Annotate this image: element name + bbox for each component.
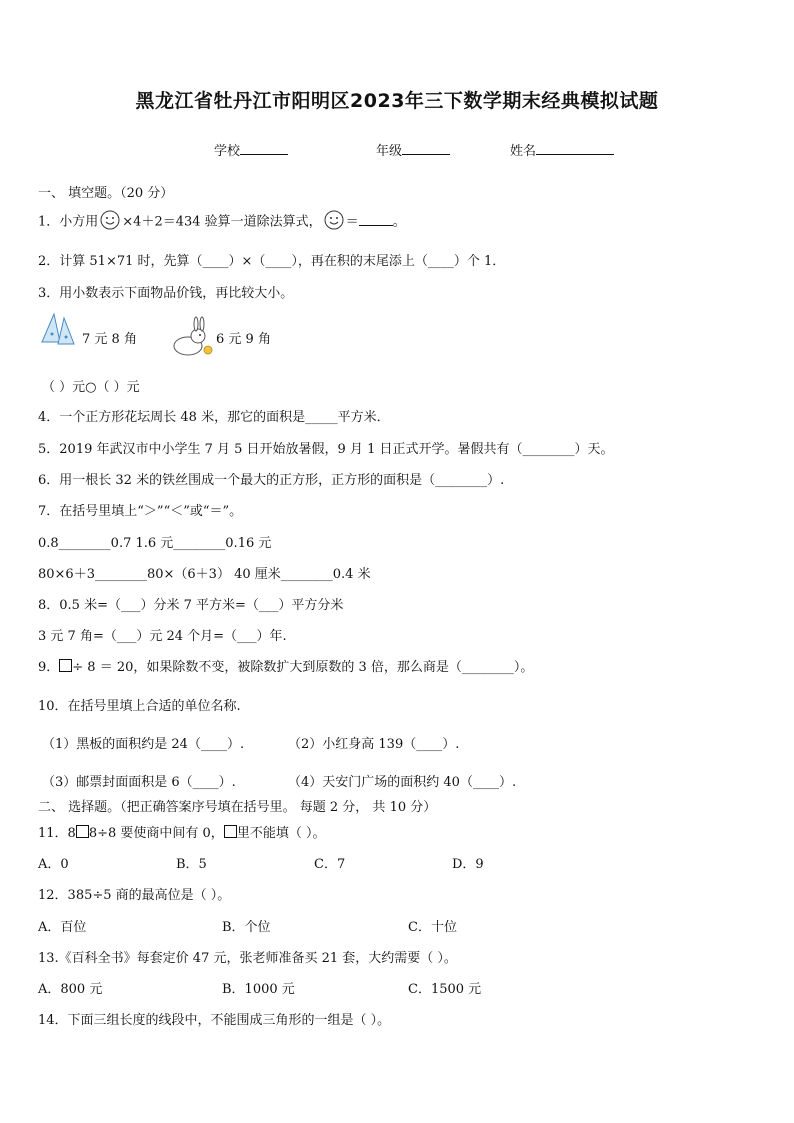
page-title: 黑龙江省牡丹江市阳明区2023年三下数学期末经典模拟试题	[135, 90, 659, 112]
q12-option-b[interactable]: B．个位	[222, 920, 271, 935]
smiley-face-icon	[100, 210, 120, 234]
school-blank[interactable]	[240, 142, 288, 155]
name-blank[interactable]	[536, 142, 614, 155]
question-7: 7．在括号里填上“＞”“＜”或“＝”。	[38, 504, 243, 519]
q13-option-c[interactable]: C．1500 元	[408, 982, 482, 997]
rabbit-icon	[170, 316, 214, 362]
q11-number: 11．8	[38, 826, 76, 841]
q1-text-a: 1．小方用	[38, 214, 99, 230]
question-9	[38, 656, 533, 675]
empty-box-icon	[59, 659, 72, 672]
question-10-4: （4）天安门广场的面积约 40（____）.	[288, 775, 517, 790]
question-4: 4．一个正方形花坛周长 48 米，那它的面积是_____平方米．	[38, 410, 390, 425]
q11-option-c[interactable]: C．7	[314, 857, 346, 872]
empty-box-icon	[76, 825, 89, 838]
triangle-price: 7 元 8 角	[82, 332, 137, 347]
question-2: 2．计算 51×71 时，先算（____）×（____），再在积的末尾添上（____）个 1．	[38, 254, 506, 269]
q1-text-d: 。	[392, 214, 406, 230]
q11-option-a[interactable]: A．0	[38, 857, 69, 872]
name-field	[510, 140, 614, 159]
q11-text-b: 里不能填（ ）。	[236, 826, 326, 841]
q9-number: 9．	[38, 660, 60, 675]
school-label: 学校	[214, 144, 241, 159]
question-1	[38, 210, 406, 234]
question-5: 5．2019 年武汉市中小学生 7 月 5 日开始放暑假，9 月 1 日正式开学。暑假共有（________）天。	[38, 442, 614, 457]
q3-compare-answer: （ ）元○（ ）元	[42, 380, 140, 395]
q1-text-b: ×4＋2＝434 验算一道除法算式，	[122, 214, 322, 230]
q11-option-d[interactable]: D．9	[452, 857, 484, 872]
question-11	[38, 822, 325, 841]
grade-field	[376, 140, 450, 159]
question-13: 13.《百科全书》每套定价 47 元，张老师准备买 21 套，大约需要（ ）。	[38, 951, 457, 966]
question-10-2: （2）小红身高 139（____）.	[288, 737, 460, 752]
question-3: 3．用小数表示下面物品价钱，再比较大小。	[38, 286, 294, 301]
question-6: 6．用一根长 32 米的铁丝围成一个最大的正方形，正方形的面积是（________）.	[38, 473, 505, 488]
grade-blank[interactable]	[402, 142, 450, 155]
q9-text: ÷ 8 ＝ 20，如果除数不变，被除数扩大到原数的 3 倍，那么商是（________）。	[72, 660, 534, 675]
smiley-face-icon	[324, 210, 344, 234]
question-14: 14．下面三组长度的线段中，不能围成三角形的一组是（ ）。	[38, 1013, 391, 1028]
q1-answer-blank[interactable]	[359, 213, 393, 226]
grade-label: 年级	[376, 144, 403, 159]
question-10: 10．在括号里填上合适的单位名称.	[38, 699, 241, 714]
question-8-row-2: 3 元 7 角=（___）元 24 个月=（___）年.	[38, 629, 287, 644]
q11-text-a: 8÷8 要使商中间有 0，	[88, 826, 224, 841]
section-2-header: 二、 选择题。（把正确答案序号填在括号里。 每题 2 分， 共 10 分）	[38, 800, 437, 815]
question-7-row-2: 80×6＋3________80×（6＋3） 40 厘米________0.4 米	[38, 567, 371, 582]
school-field	[214, 140, 288, 159]
q12-option-c[interactable]: C．十位	[408, 920, 457, 935]
q12-option-a[interactable]: A．百位	[38, 920, 87, 935]
rabbit-price: 6 元 9 角	[216, 332, 271, 347]
name-label: 姓名	[510, 144, 537, 159]
question-10-3: （3）邮票封面面积是 6（____）.	[42, 775, 236, 790]
question-7-row-1: 0.8________0.7 1.6 元________0.16 元	[38, 536, 272, 551]
q1-text-c: ＝	[345, 214, 359, 230]
section-1-header: 一、 填空题。（20 分）	[38, 186, 174, 201]
q13-option-b[interactable]: B．1000 元	[222, 982, 295, 997]
q11-option-b[interactable]: B．5	[176, 857, 207, 872]
empty-box-icon	[224, 825, 237, 838]
question-10-1: （1）黑板的面积约是 24（____）.	[42, 737, 245, 752]
q13-option-a[interactable]: A．800 元	[38, 982, 103, 997]
question-8-row-1: 8．0.5 米=（___）分米 7 平方米=（___）平方分米	[38, 598, 344, 613]
triangle-ruler-icon	[40, 312, 76, 350]
question-12: 12．385÷5 商的最高位是（ ）。	[38, 888, 231, 903]
